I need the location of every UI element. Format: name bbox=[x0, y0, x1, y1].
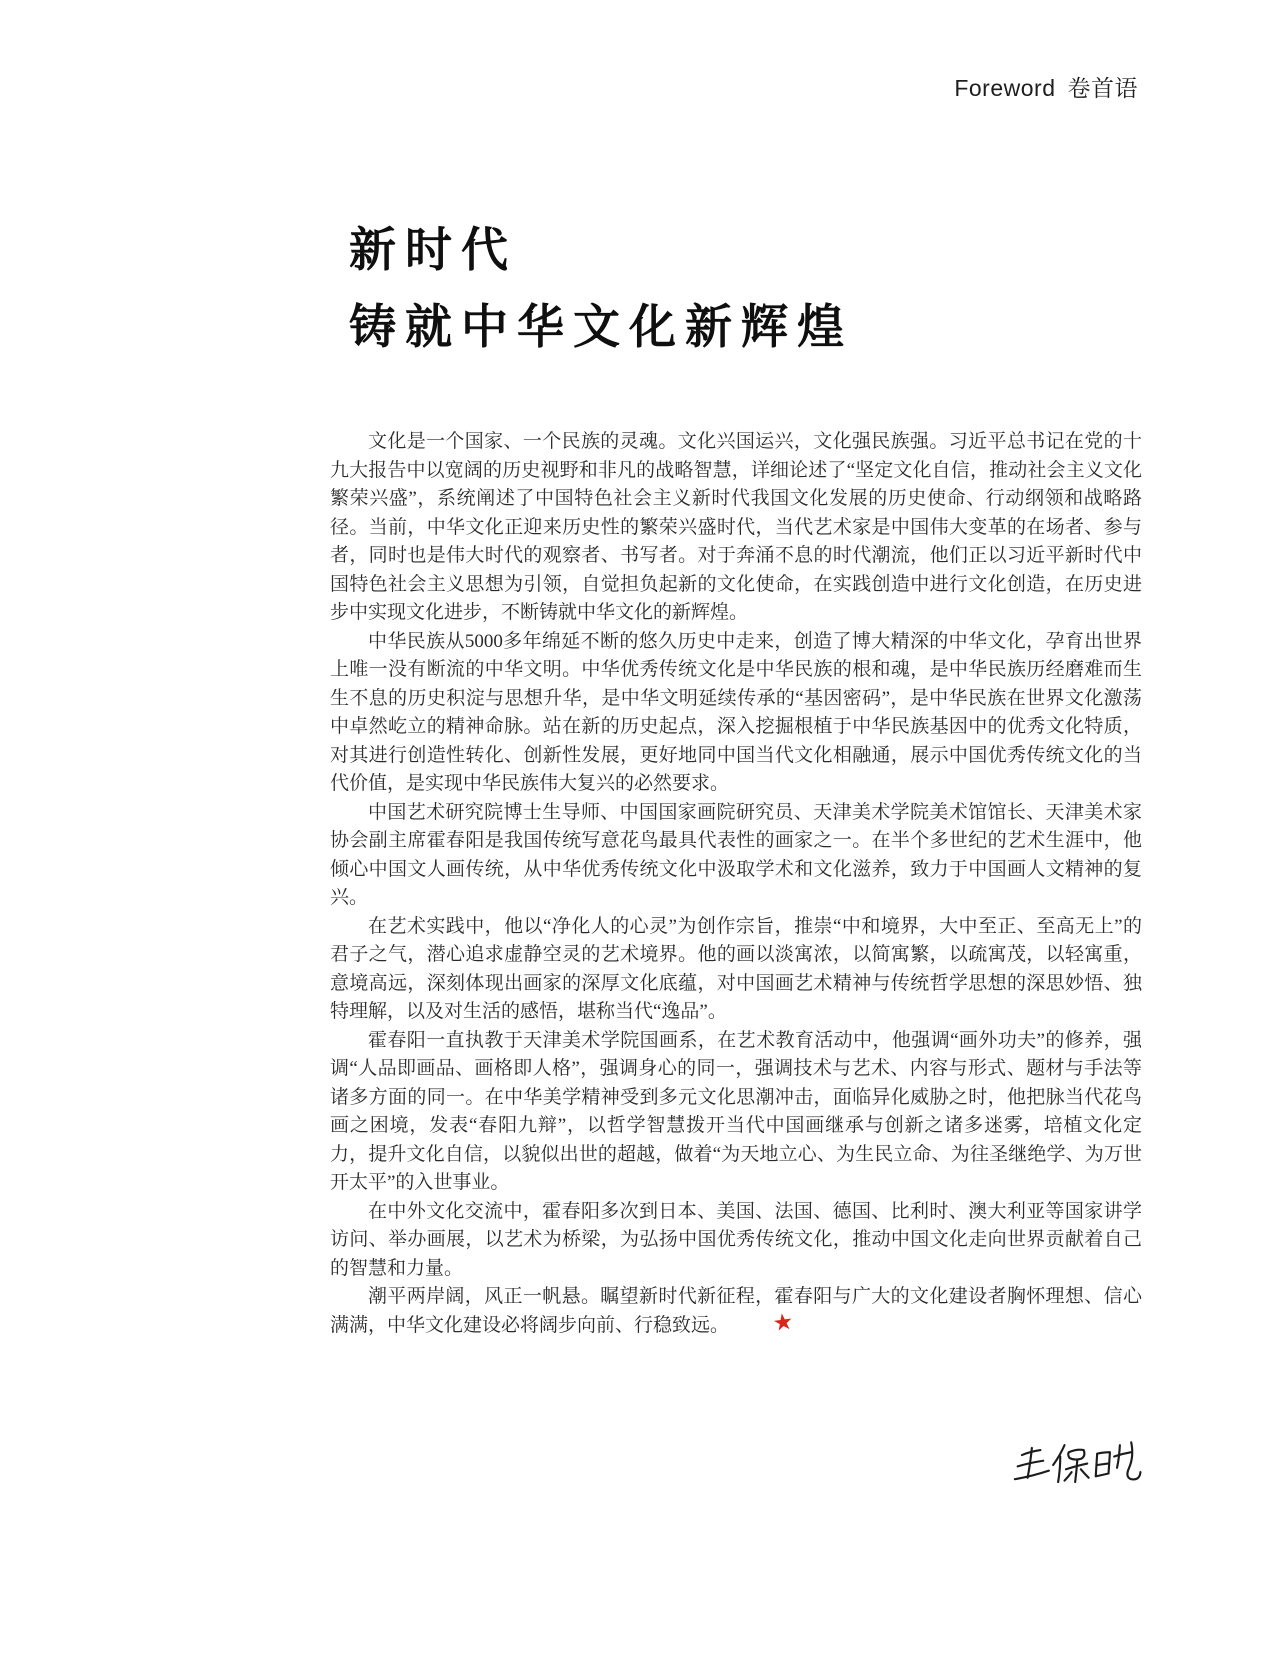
body-paragraph: 在中外文化交流中，霍春阳多次到日本、美国、法国、德国、比利时、澳大利亚等国家讲学访问、举办画展，以艺术为桥梁，为弘扬中国优秀传统文化，推动中国文化走向世界贡献着自己的智慧和力量。 bbox=[330, 1200, 1142, 1279]
page-header bbox=[954, 70, 1138, 103]
foreword-label-en: Foreword bbox=[954, 75, 1056, 101]
article-body bbox=[330, 428, 1142, 1340]
body-paragraph: 中华民族从5000多年绵延不断的悠久历史中走来，创造了博大精深的中华文化，孕育出世界上唯一没有断流的中华文明。中华优秀传统文化是中华民族的根和魂，是中华民族历经磨难而生生不息的历史积淀与思想升华，是中华文明延续传承的“基因密码”，是中华民族在世界文化激荡中卓然屹立的精神命脉。站在新的历史起点，深入挖掘根植于中华民族基因中的优秀文化特质，对其进行创造性转化、创新性发展，更好地同中国当代文化相融通，展示中国优秀传统文化的当代价值，是实现中华民族伟大复兴的必然要求。 bbox=[330, 630, 1142, 794]
body-paragraph: 潮平两岸阔，风正一帆悬。瞩望新时代新征程，霍春阳与广大的文化建设者胸怀理想、信心满满，中华文化建设必将阔步向前、行稳致远。 ★ bbox=[330, 1283, 1142, 1340]
signature-strokes bbox=[1012, 1434, 1144, 1496]
article-title-line2: 铸就中华文化新辉煌 bbox=[349, 302, 853, 354]
foreword-label-zh: 卷首语 bbox=[1067, 75, 1138, 101]
signature-handwriting bbox=[1012, 1434, 1144, 1496]
article-title bbox=[349, 213, 853, 367]
article-title-line1: 新时代 bbox=[349, 225, 517, 277]
body-paragraph: 中国艺术研究院博士生导师、中国国家画院研究员、天津美术学院美术馆馆长、天津美术家协会副主席霍春阳是我国传统写意花鸟最具代表性的画家之一。在半个多世纪的艺术生涯中，他倾心中国文人画传统，从中华优秀传统文化中汲取学术和文化滋养，致力于中国画人文精神的复兴。 bbox=[330, 801, 1142, 908]
body-paragraph: 在艺术实践中，他以“净化人的心灵”为创作宗旨，推崇“中和境界，大中至正、至高无上”的君子之气，潜心追求虚静空灵的艺术境界。他的画以淡寓浓，以简寓繁，以疏寓茂，以轻寓重，意境高远，深刻体现出画家的深厚文化底蕴，对中国画艺术精神与传统哲学思想的深思妙悟、独特理解，以及对生活的感悟，堪称当代“逸品”。 bbox=[330, 915, 1142, 1022]
body-paragraph: 文化是一个国家、一个民族的灵魂。文化兴国运兴，文化强民族强。习近平总书记在党的十九大报告中以宽阔的历史视野和非凡的战略智慧，详细论述了“坚定文化自信，推动社会主义文化繁荣兴盛”，系统阐述了中国特色社会主义新时代我国文化发展的历史使命、行动纲领和战略路径。当前，中华文化正迎来历史性的繁荣兴盛时代，当代艺术家是中国伟大变革的在场者、参与者，同时也是伟大时代的观察者、书写者。对于奔涌不息的时代潮流，他们正以习近平新时代中国特色社会主义思想为引领，自觉担负起新的文化使命，在实践创造中进行文化创造，在历史进步中实现文化进步，不断铸就中华文化的新辉煌。 bbox=[330, 431, 1142, 623]
body-paragraph: 霍春阳一直执教于天津美术学院国画系，在艺术教育活动中，他强调“画外功夫”的修养，强调“人品即画品、画格即人格”，强调身心的同一，强调技术与艺术、内容与形式、题材与手法等诸多方面的同一。在中华美学精神受到多元文化思潮冲击，面临异化威胁之时，他把脉当代花鸟画之困境，发表“春阳九辩”，以哲学智慧拨开当代中国画继承与创新之诸多迷雾，培植文化定力，提升文化自信，以貌似出世的超越，做着“为天地立心、为生民立命、为往圣继绝学、为万世开太平”的入世事业。 bbox=[330, 1029, 1142, 1193]
red-star-icon: ★ bbox=[771, 1308, 796, 1337]
